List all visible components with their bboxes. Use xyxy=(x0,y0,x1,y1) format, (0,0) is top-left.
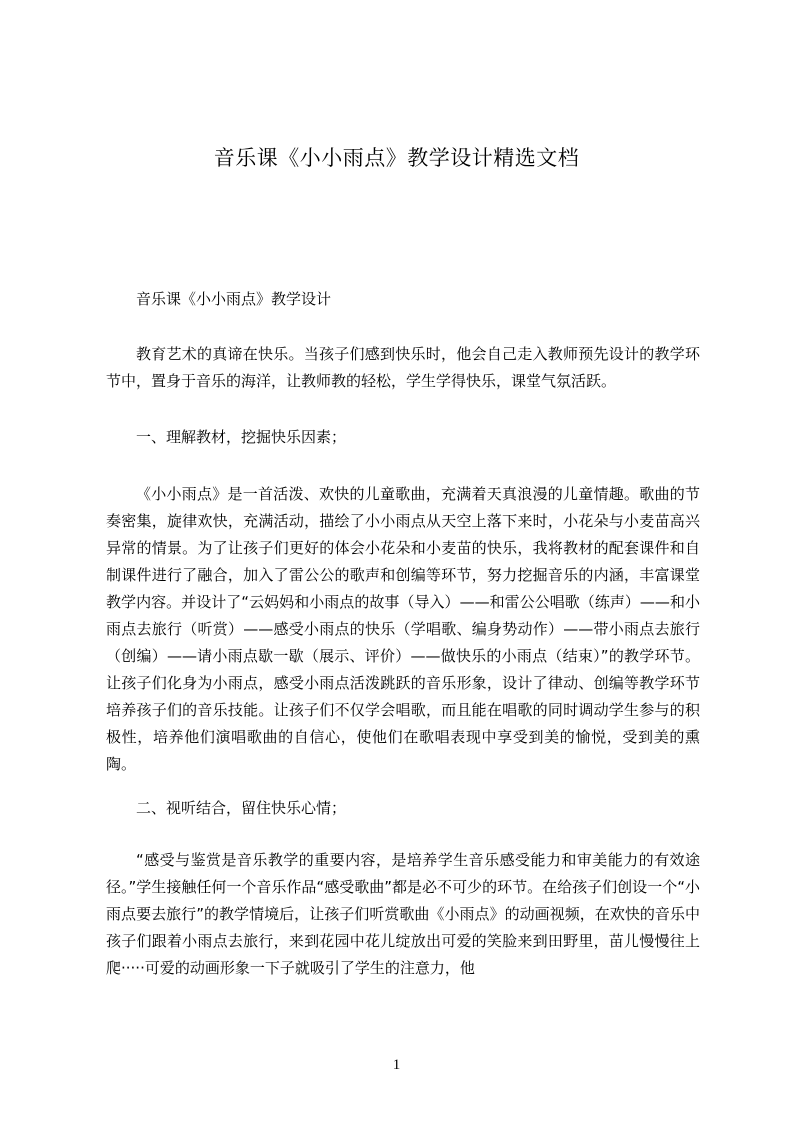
paragraph-intro: 教育艺术的真谛在快乐。当孩子们感到快乐时，他会自己走入教师预先设计的教学环节中，置身于音乐的海洋，让教师教的轻松，学生学得快乐，课堂气氛活跃。 xyxy=(106,345,700,390)
section-heading-1: 一、理解教材，挖掘快乐因素； xyxy=(136,428,347,446)
paragraph-section-2: “感受与鉴赏是音乐教学的重要内容，是培养学生音乐感受能力和审美能力的有效途径。”学生接触任何一个音乐作品“感受歌曲”都是必不可少的环节。在给孩子们创设一个“小雨点要去旅行”的教学情境后，让孩子们听赏歌曲《小雨点》的动画视频，在欢快的音乐中孩子们跟着小雨点去旅行，来到花园中花儿绽放出可爱的笑脸来到田野里，苗儿慢慢往上爬·····可爱的动画形象一下子就吸引了学生的注意力，他 xyxy=(106,851,700,977)
document-title: 音乐课《小小雨点》教学设计精选文档 xyxy=(213,146,580,170)
section-heading-2: 二、视听结合，留住快乐心情； xyxy=(136,799,347,817)
page-number: 1 xyxy=(392,1057,401,1073)
paragraph-section-1: 《小小雨点》是一首活泼、欢快的儿童歌曲，充满着天真浪漫的儿童情趣。歌曲的节奏密集，旋律欢快，充满活动，描绘了小小雨点从天空上落下来时，小花朵与小麦苗高兴异常的情景。为了让孩子们更好的体会小花朵和小麦苗的快乐，我将教材的配套课件和自制课件进行了融合，加入了雷公公的歌声和创编等环节，努力挖掘音乐的内涵，丰富课堂教学内容。并设计了“云妈妈和小雨点的故事（导入）——和雷公公唱歌（练声）——和小雨点去旅行（听赏）——感受小雨点的快乐（学唱歌、编身势动作）——带小雨点去旅行（创编）——请小雨点歇一歇（展示、评价）——做快乐的小雨点（结束）”的教学环节。让孩子们化身为小雨点，感受小雨点活泼跳跃的音乐形象，设计了律动、创编等教学环节培养孩子们的音乐技能。让孩子们不仅学会唱歌，而且能在唱歌的同时调动学生参与的积极性，培养他们演唱歌曲的自信心，使他们在歌唱表现中享受到美的愉悦，受到美的熏陶。 xyxy=(106,485,700,773)
section-subtitle: 音乐课《小小雨点》教学设计 xyxy=(136,290,332,308)
